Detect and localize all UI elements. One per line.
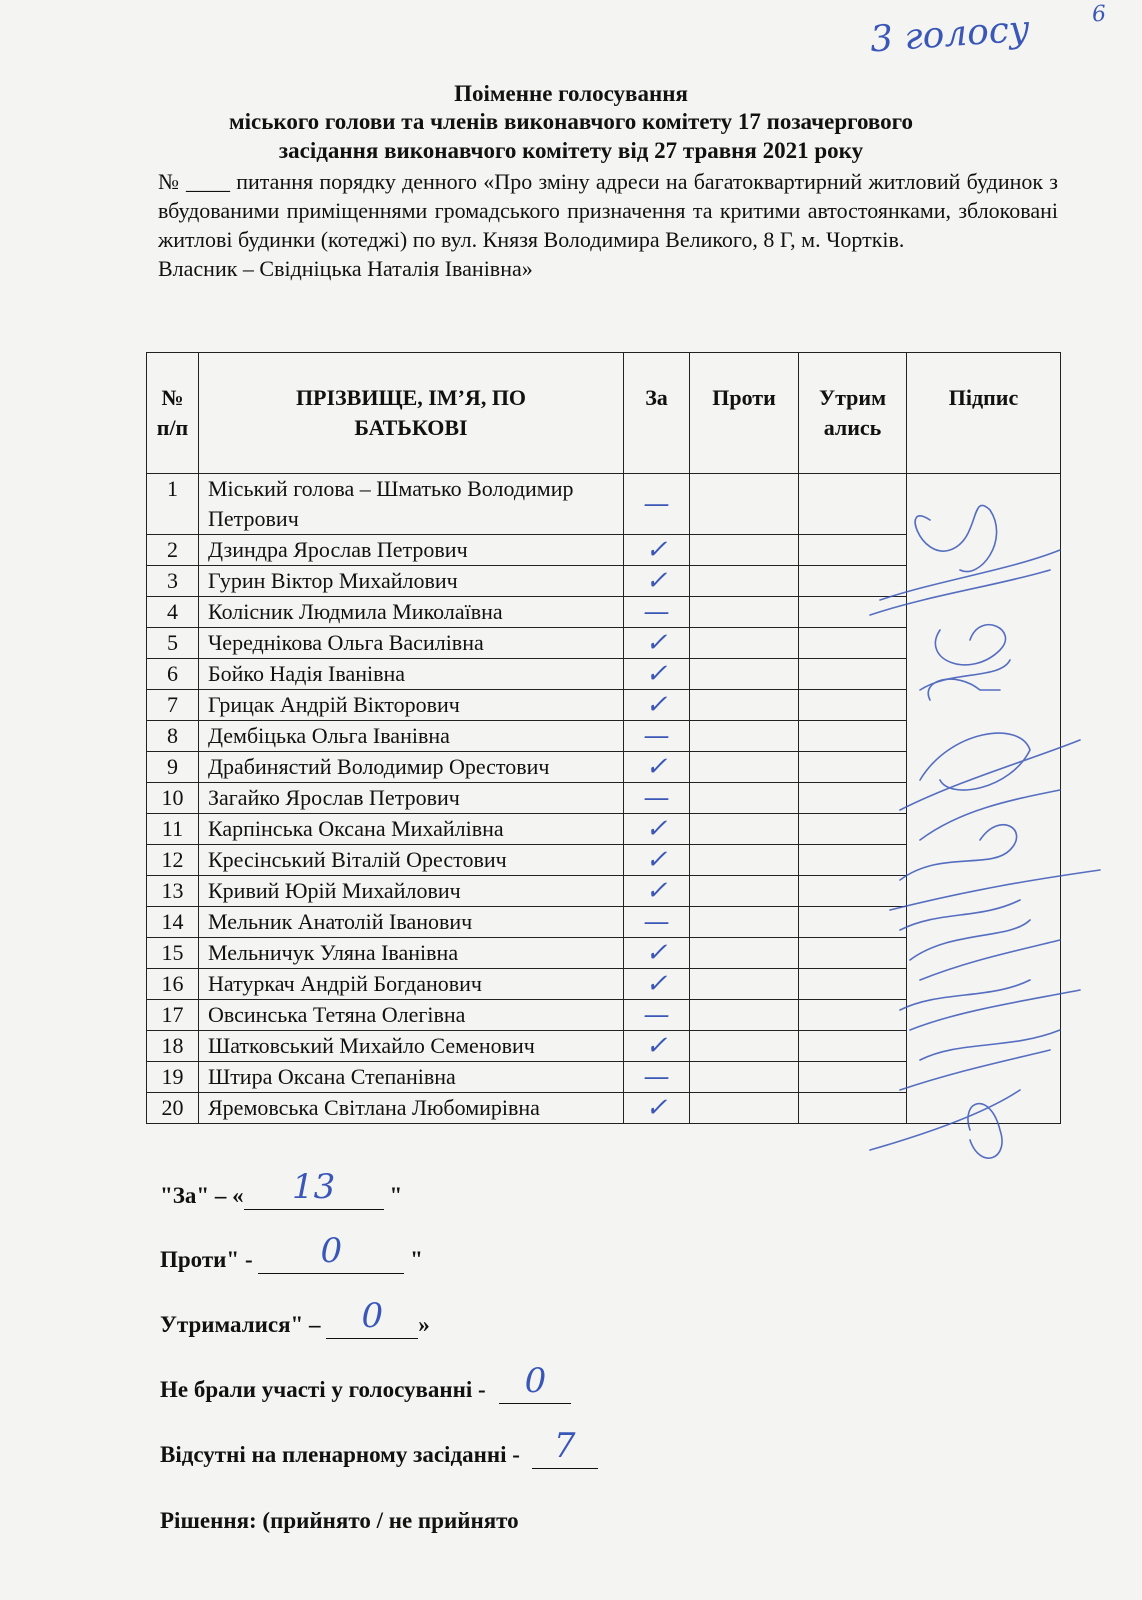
header-signature: Підпис	[907, 353, 1061, 474]
vote-mark: —	[624, 783, 690, 814]
abstained-cell	[799, 628, 907, 659]
row-number: 18	[147, 1031, 199, 1062]
result-absent-label: Відсутні на пленарному засіданні -	[160, 1442, 526, 1467]
abstained-cell	[799, 1000, 907, 1031]
against-cell	[690, 597, 799, 628]
row-number: 17	[147, 1000, 199, 1031]
against-cell	[690, 1031, 799, 1062]
vote-mark: ✓	[624, 938, 690, 969]
row-number: 14	[147, 907, 199, 938]
against-cell	[690, 690, 799, 721]
table-row	[147, 938, 1061, 969]
signature-cell	[907, 535, 1061, 566]
result-abstained-blank	[326, 1296, 418, 1339]
abstained-cell	[799, 752, 907, 783]
handwritten-page-number: 6	[1091, 1, 1107, 28]
header-abstained: Утрим ались	[799, 353, 907, 474]
abstained-cell	[799, 876, 907, 907]
vote-mark: ✓	[624, 969, 690, 1000]
abstained-cell	[799, 566, 907, 597]
row-number: 11	[147, 814, 199, 845]
member-name: Карпінська Оксана Михайлівна	[199, 814, 624, 845]
signature-cell	[907, 783, 1061, 814]
abstained-cell	[799, 969, 907, 1000]
table-row	[147, 474, 1061, 535]
member-name: Череднікова Ольга Василівна	[199, 628, 624, 659]
against-cell	[690, 907, 799, 938]
abstained-cell	[799, 907, 907, 938]
against-cell	[690, 535, 799, 566]
abstained-cell	[799, 690, 907, 721]
result-for-close: "	[383, 1183, 403, 1208]
signature-cell	[907, 659, 1061, 690]
result-against-value: 0	[320, 1231, 343, 1271]
table-row	[147, 597, 1061, 628]
signature-cell	[907, 876, 1061, 907]
table-row	[147, 783, 1061, 814]
table-row	[147, 969, 1061, 1000]
signature-cell	[907, 1000, 1061, 1031]
document-title: Поіменне голосування	[454, 81, 688, 106]
member-name: Дембіцька Ольга Іванівна	[199, 721, 624, 752]
against-cell	[690, 566, 799, 597]
vote-mark: ✓	[624, 814, 690, 845]
result-abstained-value: 0	[361, 1296, 384, 1336]
result-not-voted	[160, 1361, 571, 1404]
abstained-cell	[799, 597, 907, 628]
agenda-item	[158, 167, 1058, 283]
member-name: Натуркач Андрій Богданович	[199, 969, 624, 1000]
header-name: ПРІЗВИЩЕ, ІМ’Я, ПО БАТЬКОВІ	[199, 353, 624, 474]
row-number: 2	[147, 535, 199, 566]
signature-cell	[907, 1062, 1061, 1093]
vote-mark: ✓	[624, 1093, 690, 1124]
vote-mark: —	[624, 721, 690, 752]
signature-cell	[907, 1093, 1061, 1124]
table-row	[147, 566, 1061, 597]
decision-line	[160, 1508, 519, 1534]
signature-cell	[907, 907, 1061, 938]
result-against-label: Проти" -	[160, 1247, 259, 1272]
row-number: 5	[147, 628, 199, 659]
row-number: 6	[147, 659, 199, 690]
result-absent-blank	[532, 1426, 598, 1469]
against-cell	[690, 659, 799, 690]
member-name: Грицак Андрій Вікторович	[199, 690, 624, 721]
handwritten-note: 3 голосу	[868, 8, 1032, 61]
table-row	[147, 628, 1061, 659]
table-row	[147, 1000, 1061, 1031]
result-not-voted-blank	[499, 1361, 571, 1404]
vote-mark: —	[624, 907, 690, 938]
member-name: Міський голова – Шматько Володимир Петрович	[199, 474, 624, 535]
row-number: 15	[147, 938, 199, 969]
member-name: Дзиндра Ярослав Петрович	[199, 535, 624, 566]
abstained-cell	[799, 474, 907, 535]
abstained-cell	[799, 1062, 907, 1093]
result-abstained-close: »	[418, 1312, 430, 1337]
against-cell	[690, 938, 799, 969]
member-name: Гурин Віктор Михайлович	[199, 566, 624, 597]
vote-mark: —	[624, 474, 690, 535]
abstained-cell	[799, 938, 907, 969]
result-for-label: "За" – «	[160, 1183, 244, 1208]
vote-mark: ✓	[624, 566, 690, 597]
signature-cell	[907, 969, 1061, 1000]
result-against-blank	[258, 1231, 404, 1274]
against-cell	[690, 1093, 799, 1124]
vote-mark: ✓	[624, 1031, 690, 1062]
header-against: Проти	[690, 353, 799, 474]
member-name: Мельник Анатолій Іванович	[199, 907, 624, 938]
signature-cell	[907, 566, 1061, 597]
result-abstained	[160, 1296, 430, 1339]
result-absent-value: 7	[553, 1426, 576, 1466]
member-name: Драбинястий Володимир Орестович	[199, 752, 624, 783]
result-against-close: "	[404, 1247, 423, 1272]
abstained-cell	[799, 783, 907, 814]
row-number: 9	[147, 752, 199, 783]
abstained-cell	[799, 1093, 907, 1124]
signature-cell	[907, 721, 1061, 752]
against-cell	[690, 845, 799, 876]
member-name: Загайко Ярослав Петрович	[199, 783, 624, 814]
vote-mark: —	[624, 1000, 690, 1031]
row-number: 19	[147, 1062, 199, 1093]
header-num: № п/п	[147, 353, 199, 474]
against-cell	[690, 1000, 799, 1031]
vote-mark: ✓	[624, 752, 690, 783]
against-cell	[690, 876, 799, 907]
vote-mark: ✓	[624, 690, 690, 721]
row-number: 10	[147, 783, 199, 814]
row-number: 13	[147, 876, 199, 907]
abstained-cell	[799, 814, 907, 845]
signature-cell	[907, 597, 1061, 628]
abstained-cell	[799, 721, 907, 752]
decision-label: Рішення: (прийнято / не прийнято	[160, 1508, 519, 1533]
table-row	[147, 690, 1061, 721]
voting-rows	[147, 474, 1061, 1124]
vote-mark: ✓	[624, 535, 690, 566]
against-cell	[690, 721, 799, 752]
table-row	[147, 752, 1061, 783]
table-row	[147, 1093, 1061, 1124]
against-cell	[690, 474, 799, 535]
row-number: 20	[147, 1093, 199, 1124]
table-row	[147, 535, 1061, 566]
result-against	[160, 1231, 423, 1274]
table-row	[147, 845, 1061, 876]
abstained-cell	[799, 659, 907, 690]
member-name: Колісник Людмила Миколаївна	[199, 597, 624, 628]
abstained-cell	[799, 535, 907, 566]
table-row	[147, 1062, 1061, 1093]
member-name: Мельничук Уляна Іванівна	[199, 938, 624, 969]
row-number: 8	[147, 721, 199, 752]
table-row	[147, 876, 1061, 907]
against-cell	[690, 783, 799, 814]
signature-cell	[907, 1031, 1061, 1062]
vote-mark: —	[624, 597, 690, 628]
member-name: Овсинська Тетяна Олегівна	[199, 1000, 624, 1031]
row-number: 4	[147, 597, 199, 628]
document-subtitle-1: міського голови та членів виконавчого комітету 17 позачергового	[228, 109, 914, 134]
abstained-cell	[799, 1031, 907, 1062]
member-name: Кресінський Віталій Орестович	[199, 845, 624, 876]
abstained-cell	[799, 845, 907, 876]
against-cell	[690, 969, 799, 1000]
vote-mark: ✓	[624, 628, 690, 659]
signature-cell	[907, 690, 1061, 721]
member-name: Шатковський Михайло Семенович	[199, 1031, 624, 1062]
result-abstained-label: Утрималися" –	[160, 1312, 327, 1337]
table-row	[147, 814, 1061, 845]
row-number: 16	[147, 969, 199, 1000]
member-name: Бойко Надія Іванівна	[199, 659, 624, 690]
vote-mark: ✓	[624, 845, 690, 876]
result-not-voted-value: 0	[524, 1361, 547, 1401]
result-absent	[160, 1426, 598, 1469]
vote-mark: ✓	[624, 876, 690, 907]
vote-mark: ✓	[624, 659, 690, 690]
against-cell	[690, 628, 799, 659]
table-row	[147, 721, 1061, 752]
result-not-voted-label: Не брали участі у голосуванні -	[160, 1377, 492, 1402]
against-cell	[690, 1062, 799, 1093]
vote-mark: —	[624, 1062, 690, 1093]
header-for: За	[624, 353, 690, 474]
table-row	[147, 1031, 1061, 1062]
row-number: 7	[147, 690, 199, 721]
table-row	[147, 659, 1061, 690]
table-row	[147, 907, 1061, 938]
result-for-blank	[244, 1167, 384, 1210]
agenda-owner: Власник – Свідніцька Наталія Іванівна»	[158, 256, 533, 281]
member-name: Штира Оксана Степанівна	[199, 1062, 624, 1093]
result-for	[160, 1167, 403, 1210]
signature-cell	[907, 814, 1061, 845]
member-name: Кривий Юрій Михайлович	[199, 876, 624, 907]
row-number: 3	[147, 566, 199, 597]
row-number: 12	[147, 845, 199, 876]
result-for-value: 13	[292, 1167, 336, 1207]
against-cell	[690, 814, 799, 845]
agenda-text: № ____ питання порядку денного «Про зміну адреси на багатоквартирний житловий будинок з вбудованими приміщеннями громадського призначення та критими автостоянками, зблоковані житлові будинки (котеджі) по вул. Князя Володимира Великого, 8 Г, м. Чортків.	[158, 169, 1058, 252]
signature-cell	[907, 474, 1061, 535]
signature-cell	[907, 752, 1061, 783]
member-name: Яремовська Світлана Любомирівна	[199, 1093, 624, 1124]
signature-cell	[907, 628, 1061, 659]
signature-cell	[907, 938, 1061, 969]
signature-cell	[907, 845, 1061, 876]
against-cell	[690, 752, 799, 783]
row-number: 1	[147, 474, 199, 535]
voting-table	[146, 352, 1061, 1124]
document-subtitle-2: засідання виконавчого комітету від 27 травня 2021 року	[278, 138, 864, 163]
